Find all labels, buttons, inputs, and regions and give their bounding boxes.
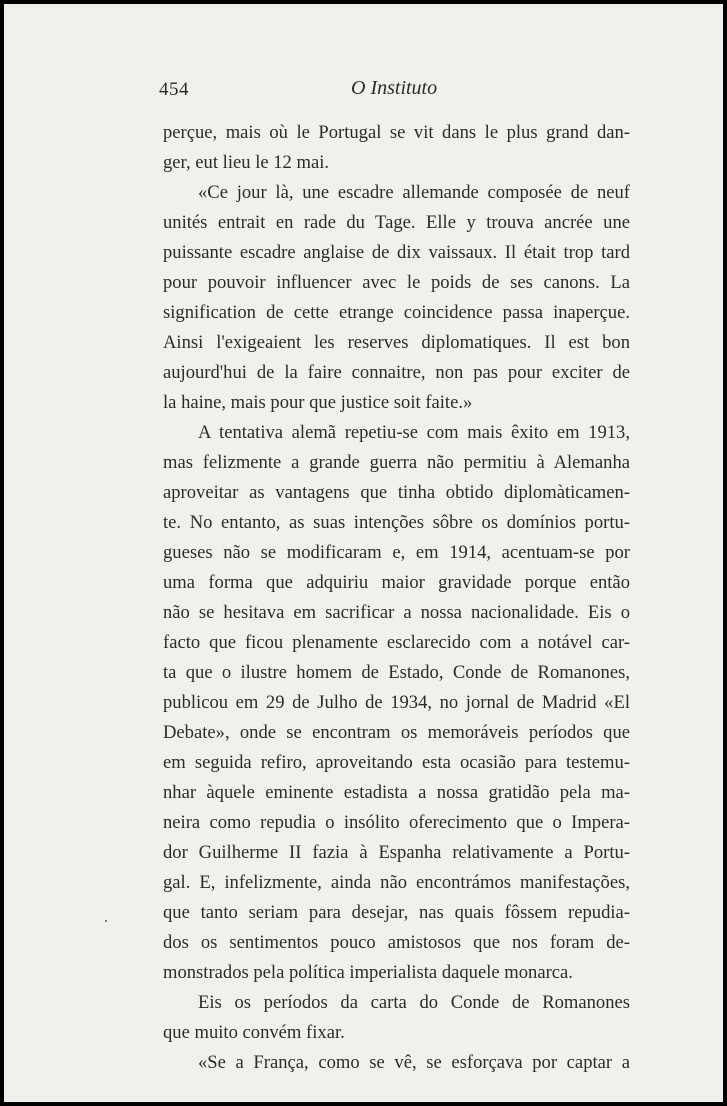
text-line: Debate», onde se encontram os memoráveis períodos que [163,722,630,743]
text-line: neira como repudia o insólito oferecimento que o Impera- [163,812,630,833]
text-line: te. No entanto, as suas intenções sôbre os domínios portu- [163,512,630,533]
text-line: aujourd'hui de la faire connaitre, non pas pour exciter de [163,362,630,383]
text-line: facto que ficou plenamente esclarecido com a notável car- [163,632,630,653]
text-line: ger, eut lieu le 12 mai. [163,152,330,173]
margin-mark [105,920,107,922]
text-line: dos os sentimentos pouco amistosos que nos foram de- [163,932,630,953]
text-line: que muito convém fixar. [163,1022,345,1043]
page-number: 454 [159,79,189,100]
text-line: uma forma que adquiriu maior gravidade porque então [163,572,630,593]
text-line: em seguida refiro, aproveitando esta ocasião para testemu- [163,752,630,773]
text-line: «Se a França, como se vê, se esforçava por captar a [198,1052,630,1073]
text-line: «Ce jour là, une escadre allemande composée de neuf [198,182,630,203]
text-line: gal. E, infelizmente, ainda não encontrámos manifestações, [163,872,630,893]
text-line: publicou em 29 de Julho de 1934, no jornal de Madrid «El [163,692,630,713]
text-line: perçue, mais où le Portugal se vit dans le plus grand dan- [163,122,630,143]
text-line: nhar àquele eminente estadista a nossa gratidão pela ma- [163,782,630,803]
text-line: mas felizmente a grande guerra não permitiu à Alemanha [163,452,630,473]
text-line: unités entrait en rade du Tage. Elle y trouva ancrée une [163,212,630,233]
text-line: monstrados pela política imperialista daquele monarca. [163,962,573,983]
text-line: la haine, mais pour que justice soit faite.» [163,392,473,413]
text-line: Ainsi l'exigeaient les reserves diplomatiques. Il est bon [163,332,630,353]
body-text [163,118,630,1078]
book-page [4,4,723,1102]
text-line: não se hesitava em sacrificar a nossa nacionalidade. Eis o [163,602,630,623]
text-line: aproveitar as vantagens que tinha obtido diplomàticamen- [163,482,630,503]
text-line: signification de cette etrange coincidence passa inaperçue. [163,302,630,323]
text-line: ta que o ilustre homem de Estado, Conde de Romanones, [163,662,630,683]
running-title: O Instituto [351,77,438,99]
text-line: pour pouvoir influencer avec le poids de ses canons. La [163,272,630,293]
text-line: gueses não se modificaram e, em 1914, acentuam-se por [163,542,630,563]
text-line: dor Guilherme II fazia à Espanha relativamente a Portu- [163,842,630,863]
text-line: puissante escadre anglaise de dix vaissaux. Il était trop tard [163,242,630,263]
text-line: A tentativa alemã repetiu-se com mais êxito em 1913, [198,422,630,443]
text-line: Eis os períodos da carta do Conde de Romanones [198,992,630,1013]
text-line: que tanto seriam para desejar, nas quais fôssem repudia- [163,902,630,923]
